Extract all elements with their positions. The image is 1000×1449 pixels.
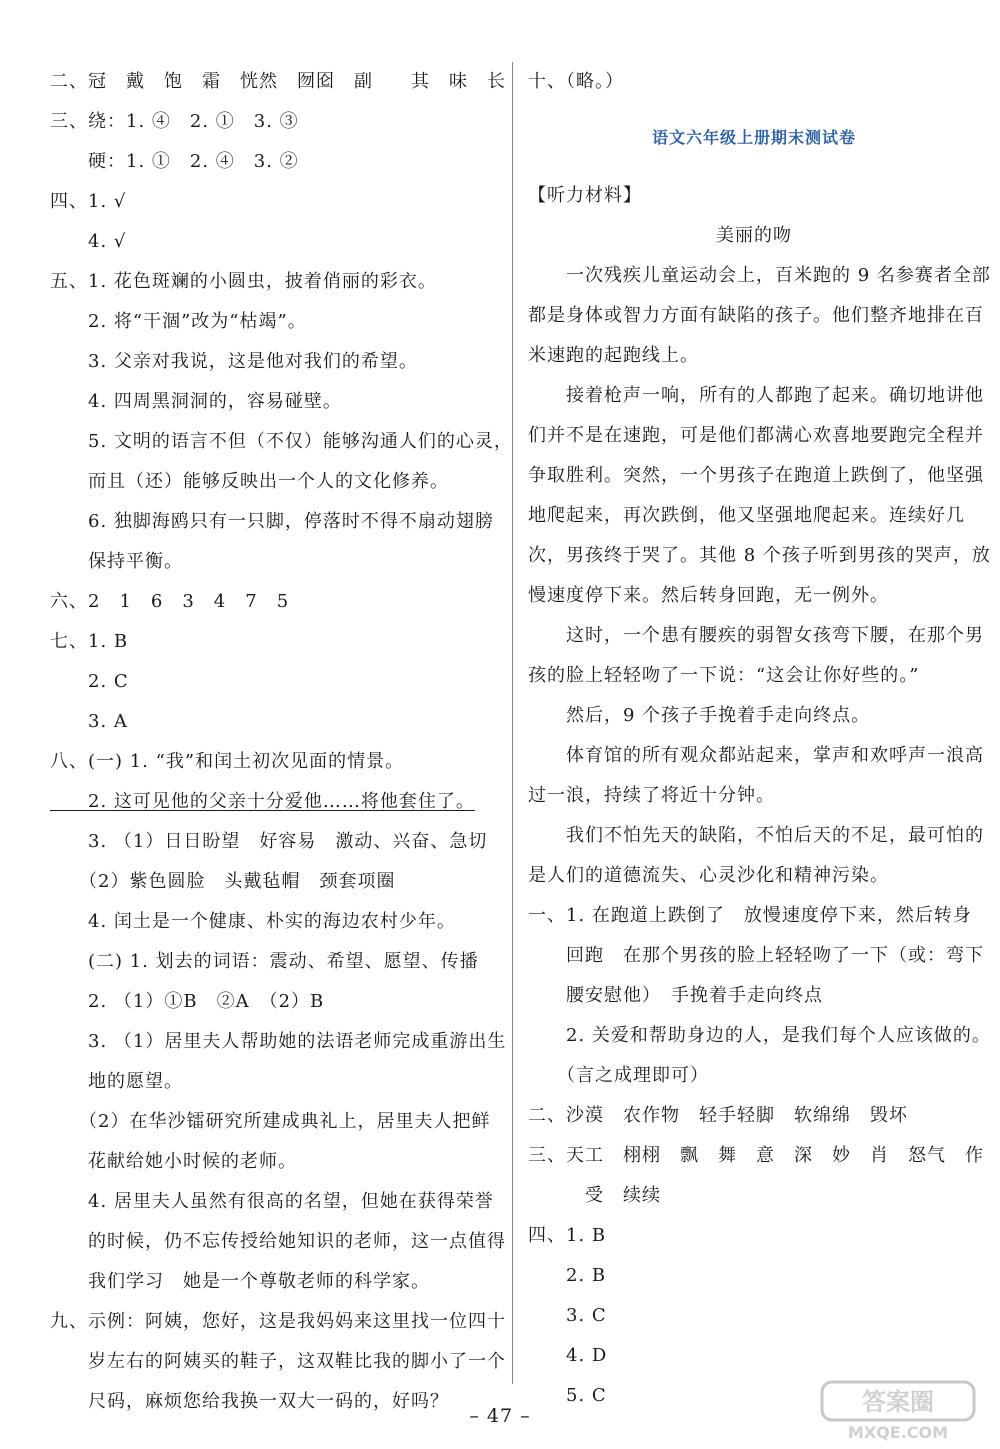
answer-line: 尺码，麻烦您给我换一双大一码的，好吗？	[50, 1391, 449, 1412]
answer-line: 七、1. B	[50, 631, 129, 652]
answer-line: 4. 四周黑洞洞的，容易碰壁。	[50, 391, 342, 412]
section-title: 语文六年级上册期末测试卷	[651, 128, 856, 147]
passage-line: 们并不是在速跑，可是他们都满心欢喜地要跑完全程并	[528, 425, 984, 446]
watermark-logo	[818, 1378, 978, 1444]
answer-line: 4. 居里夫人虽然有很高的名望，但她在获得荣誉	[50, 1191, 494, 1212]
passage-line: 我们不怕先天的缺陷，不怕后天的不足，最可怕的	[528, 825, 984, 846]
answer-line: 二、冠 戴 饱 霜 恍然 囫囵 副 其 味 长	[50, 71, 506, 92]
passage-line: 次，男孩终于哭了。其他 8 个孩子听到男孩的哭声，放	[528, 545, 991, 566]
answer-line: 地的愿望。	[50, 1071, 183, 1092]
passage-line: 都是身体或智力方面有缺陷的孩子。他们整齐地排在百	[528, 305, 984, 326]
section-heading: 【听力材料】	[528, 185, 642, 206]
answer-line: 4. 闰土是一个健康、朴实的海边农村少年。	[50, 911, 456, 932]
answer-line: 二、沙漠 农作物 轻手轻脚 软绵绵 毁坏	[528, 1105, 908, 1126]
answer-line: 2. 将“干涸”改为“枯竭”。	[50, 311, 307, 332]
answer-line: 一、1. 在跑道上跌倒了 放慢速度停下来，然后转身	[528, 905, 972, 926]
answer-line: (二) 1. 划去的词语：震动、希望、愿望、传播	[50, 951, 479, 972]
answer-line: 3. （1）居里夫人帮助她的法语老师完成重游出生	[50, 1031, 507, 1052]
passage-line: 是人们的道德流失、心灵沙化和精神污染。	[528, 865, 889, 886]
answer-line: 3. C	[528, 1305, 607, 1326]
answer-line: 2. B	[528, 1265, 607, 1286]
answer-line: 花献给她小时候的老师。	[50, 1151, 297, 1172]
answer-line: 的时候，仍不忘传授给她知识的老师，这一点值得	[50, 1231, 506, 1252]
passage-line: 争取胜利。突然，一个男孩子在跑道上跌倒了，他坚强	[528, 465, 984, 486]
passage-line: 地爬起来，再次跌倒，他又坚强地爬起来。连续好几	[528, 505, 965, 526]
answer-line: （2）在华沙镭研究所建成典礼上，居里夫人把鲜	[50, 1111, 491, 1132]
answer-line: 6. 独脚海鸥只有一只脚，停落时不得不扇动翅膀	[50, 511, 494, 532]
answer-line: 保持平衡。	[50, 551, 183, 572]
svg-text:答案圈: 答案圈	[862, 1388, 934, 1416]
answer-line: 5. 文明的语言不但（不仅）能够沟通人们的心灵，	[50, 431, 513, 452]
answer-line: 受 续续	[528, 1185, 661, 1206]
passage-line: 体育馆的所有观众都站起来，掌声和欢呼声一浪高	[528, 745, 984, 766]
answer-line: 岁左右的阿姨买的鞋子，这双鞋比我的脚小了一个	[50, 1351, 506, 1372]
answer-line: 三、绕：1. ④ 2. ① 3. ③	[50, 111, 299, 132]
passage-line: 这时，一个患有腰疾的弱智女孩弯下腰，在那个男	[528, 625, 984, 646]
answer-line: 4. D	[528, 1345, 608, 1366]
answer-line: 5. C	[528, 1385, 607, 1406]
passage-line: 一次残疾儿童运动会上，百米跑的 9 名参赛者全部	[528, 265, 991, 286]
passage-line: 慢速度停下来。然后转身回跑，无一例外。	[528, 585, 889, 606]
passage-line: 过一浪，持续了将近十分钟。	[528, 785, 775, 806]
answer-line: 2. 关爱和帮助身边的人，是我们每个人应该做的。	[528, 1025, 991, 1046]
answer-line: 2. （1）①B ②A （2）B	[50, 991, 325, 1012]
answer-line: （2）紫色圆脸 头戴毡帽 颈套项圈	[50, 871, 396, 892]
column-divider	[512, 62, 513, 1384]
answer-line: 六、2 1 6 3 4 7 5	[50, 591, 290, 612]
answer-line: 八、(一) 1. “我”和闰土初次见面的情景。	[50, 751, 405, 772]
page-number: – 47 –	[469, 1405, 531, 1427]
answer-line: 四、1. B	[528, 1225, 607, 1246]
answer-line: 腰安慰他） 手挽着手走向终点	[528, 985, 823, 1006]
underlined-answer-line: 2. 这可见他的父亲十分爱他……将他套住了。	[50, 791, 475, 812]
passage-line: 孩的脸上轻轻吻了一下说：“这会让你好些的。”	[528, 665, 920, 686]
answer-line: 回跑 在那个男孩的脸上轻轻吻了一下（或：弯下	[528, 945, 984, 966]
passage-line: 然后，9 个孩子手挽着手走向终点。	[528, 705, 871, 726]
svg-text:MXQE.COM: MXQE.COM	[847, 1423, 949, 1442]
passage-line: 米速跑的起跑线上。	[528, 345, 699, 366]
answer-line: 三、天工 栩栩 飘 舞 意 深 妙 肖 怒气 作	[528, 1145, 984, 1166]
answer-line: 4. √	[50, 231, 127, 252]
answer-line: 3. A	[50, 711, 128, 732]
answer-line: 3. （1）日日盼望 好容易 激动、兴奋、急切	[50, 831, 488, 852]
passage-line: 接着枪声一响，所有的人都跑了起来。确切地讲他	[528, 385, 984, 406]
answer-line: 而且（还）能够反映出一个人的文化修养。	[50, 471, 449, 492]
answer-line: 五、1. 花色斑斓的小圆虫，披着俏丽的彩衣。	[50, 271, 437, 292]
passage-title: 美丽的吻	[716, 225, 792, 246]
answer-line: （言之成理即可）	[528, 1065, 709, 1086]
answer-line: 我们学习 她是一个尊敬老师的科学家。	[50, 1271, 430, 1292]
answer-line: 十、（略。）	[528, 71, 624, 92]
answer-line: 3. 父亲对我说，这是他对我们的希望。	[50, 351, 418, 372]
answer-line: 2. C	[50, 671, 129, 692]
answer-line: 四、1. √	[50, 191, 127, 212]
answer-line: 九、示例：阿姨，您好，这是我妈妈来这里找一位四十	[50, 1311, 506, 1332]
answer-line: 硬：1. ① 2. ④ 3. ②	[50, 151, 299, 172]
